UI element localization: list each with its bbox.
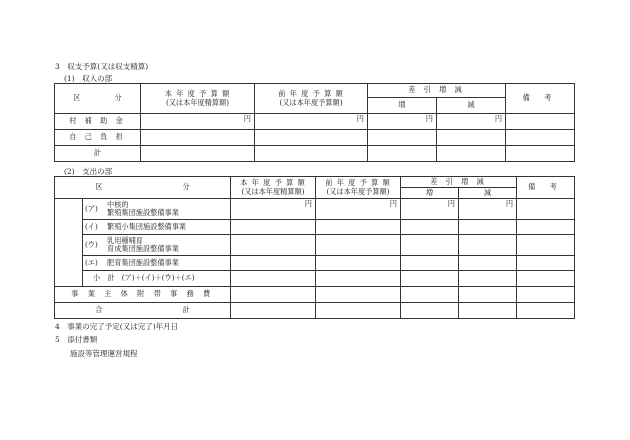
expense-row-label: (ア) 中核的 繁殖集団施設整備事業 — [83, 199, 231, 220]
expense-kubun-header: 区 分 — [55, 177, 231, 199]
income-section-title: (1) 収入の部 — [64, 74, 113, 83]
income-table — [54, 83, 575, 162]
income-kubun-header: 区 分 — [55, 84, 141, 114]
expense-row — [55, 199, 575, 220]
expense-yen-cell: 円 — [231, 199, 316, 220]
expense-row — [55, 220, 575, 235]
income-prev-budget-header: 前 年 度 予 算 額 (又は本年度予算額) — [255, 84, 368, 114]
expense-admin-row — [55, 287, 575, 303]
expense-row-label: (エ) 肥育集団施設整備事業 — [83, 256, 231, 271]
expense-row-label: (イ) 繁殖小集団施設整備事業 — [83, 220, 231, 235]
expense-remarks-cell — [517, 199, 575, 220]
income-yen-cell: 円 — [141, 114, 255, 130]
expense-total-row — [55, 303, 575, 319]
income-yen-cell: 円 — [368, 114, 437, 130]
income-row — [55, 130, 575, 146]
expense-subtotal-label: 小 計 (ア)＋(イ)＋(ウ)＋(エ) — [83, 271, 231, 287]
expense-total-label: 合 計 — [55, 303, 231, 319]
expense-row — [55, 256, 575, 271]
expense-table — [54, 176, 575, 319]
expense-diff-header: 差 引 増 減 — [401, 177, 517, 188]
expense-yen-cell: 円 — [316, 199, 401, 220]
income-increase-header: 増 — [368, 98, 437, 114]
section-3-title: 3 収支予算(又は収支精算) — [55, 62, 149, 71]
income-row — [55, 146, 575, 162]
expense-increase-header: 増 — [401, 188, 459, 199]
income-yen-cell: 円 — [255, 114, 368, 130]
expense-prev-budget-header: 前 年 度 予 算 額 (又は本年度予算額) — [316, 177, 401, 199]
attachment-item: 施設等管理運営規程 — [70, 349, 138, 358]
income-row-label: 計 — [55, 146, 141, 162]
income-diff-header: 差 引 増 減 — [368, 84, 506, 98]
expense-yen-cell: 円 — [401, 199, 459, 220]
expense-yen-cell: 円 — [459, 199, 517, 220]
income-row — [55, 114, 575, 130]
section-4-title: 4 事業の完了予定(又は完了)年月日 — [55, 322, 179, 331]
expense-decrease-header: 減 — [459, 188, 517, 199]
income-remarks-cell — [506, 114, 575, 130]
expense-indent-cell — [55, 199, 83, 287]
section-5-title: 5 添付書類 — [55, 335, 98, 344]
expense-section-title: (2) 支出の部 — [64, 167, 113, 176]
expense-admin-label: 事 業 主 体 附 帯 事 務 費 — [55, 287, 231, 303]
income-yen-cell: 円 — [437, 114, 506, 130]
income-decrease-header: 減 — [437, 98, 506, 114]
income-current-budget-header: 本 年 度 予 算 額 (又は本年度精算額) — [141, 84, 255, 114]
expense-current-budget-header: 本 年 度 予 算 額 (又は本年度精算額) — [231, 177, 316, 199]
expense-remarks-header: 備 考 — [517, 177, 575, 199]
income-row-label: 自 己 負 担 — [55, 130, 141, 146]
expense-row — [55, 235, 575, 256]
expense-row-label: (ウ) 乳用種哺育 育成集団施設整備事業 — [83, 235, 231, 256]
income-row-label: 村 補 助 金 — [55, 114, 141, 130]
income-remarks-header: 備 考 — [506, 84, 575, 114]
expense-subtotal-row — [55, 271, 575, 287]
